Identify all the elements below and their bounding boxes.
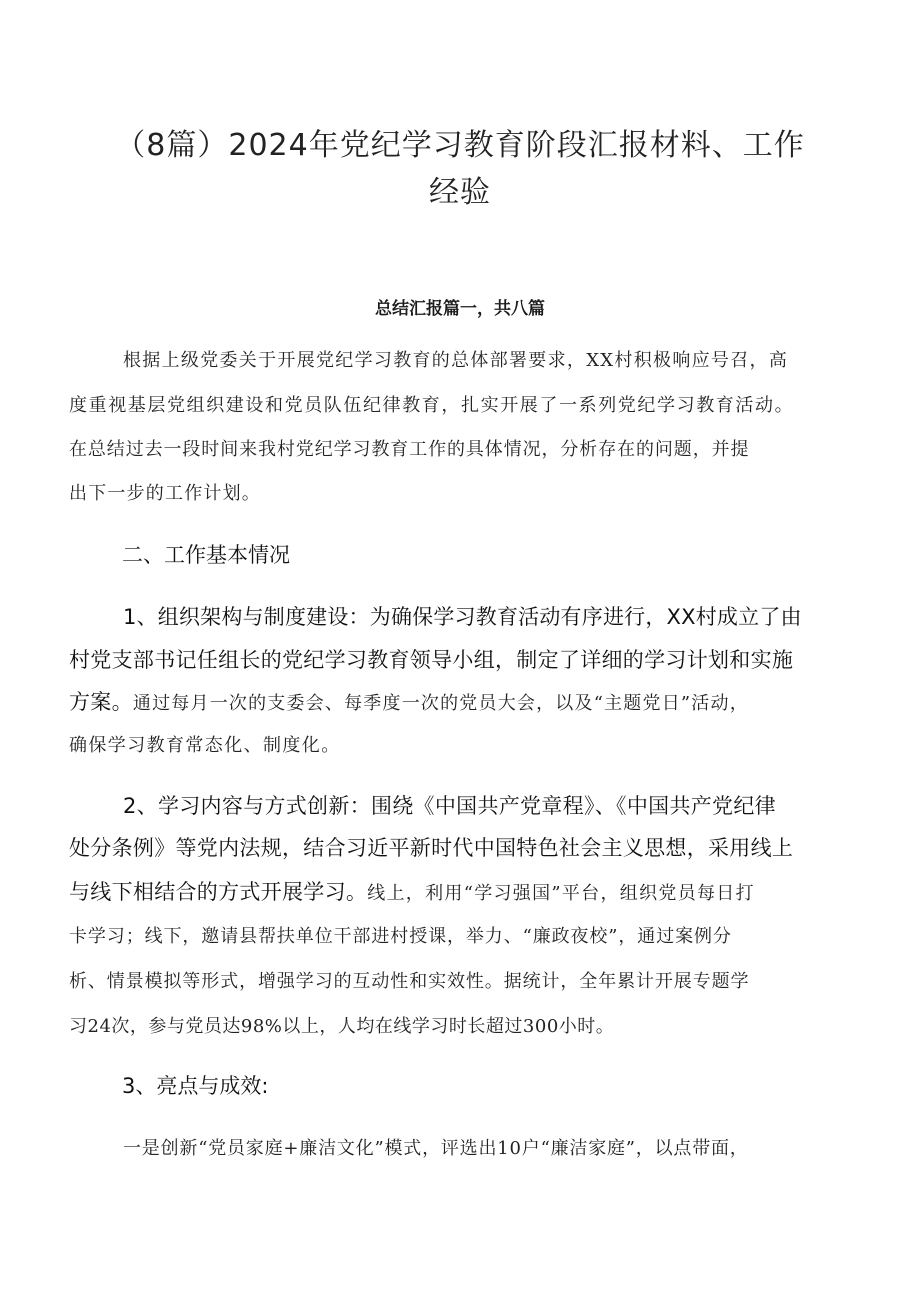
document-title-line2: 经验 <box>429 175 491 210</box>
item1-line3-bold: 方案。 <box>69 690 133 714</box>
item2-line: 习24次，参与党员达98%以上，人均在线学习时长超过300小时。 <box>69 1016 615 1037</box>
item3-paragraph-line: 一是创新“党员家庭+廉洁文化”模式，评选出10户“廉洁家庭”，以点带面， <box>123 1138 749 1159</box>
section-heading-basic-situation: 二、工作基本情况 <box>122 543 290 567</box>
section-heading-highlights: 3、亮点与成效: <box>122 1074 269 1098</box>
item2-line3-rest: 线上，利用“学习强国”平台，组织党员每日打 <box>367 883 755 904</box>
item2-line3-bold: 与线下相结合的方式开展学习。 <box>69 880 368 904</box>
item1-line: 确保学习教育常态化、制度化。 <box>69 735 341 756</box>
item2-line: 处分条例》等党内法规，结合习近平新时代中国特色社会主义思想，采用线上 <box>69 836 794 860</box>
item2-line: 2、学习内容与方式创新：围绕《中国共产党章程》、《中国共产党纪律 <box>123 794 776 818</box>
item2-line: 卡学习；线下，邀请县帮扶单位干部进村授课，举力、“廉政夜校”，通过案例分 <box>69 926 732 947</box>
item1-line: 村党支部书记任组长的党纪学习教育领导小组，制定了详细的学习计划和实施 <box>69 648 794 672</box>
item1-line3-rest: 通过每月一次的支委会、每季度一次的党员大会，以及“主题党日”活动， <box>132 693 749 714</box>
intro-line: 出下一步的工作计划。 <box>69 483 261 504</box>
intro-line: 在总结过去一段时间来我村党纪学习教育工作的具体情况，分析存在的问题，并提 <box>69 439 750 460</box>
item2-line: 析、情景模拟等形式，增强学习的互动性和实效性。据统计，全年累计开展专题学 <box>69 971 750 992</box>
item1-line: 1、组织架构与制度建设：为确保学习教育活动有序进行，XX村成立了由 <box>123 605 802 629</box>
document-subtitle: 总结汇报篇一，共八篇 <box>375 299 545 319</box>
item1-line <box>69 692 749 713</box>
intro-line: 度重视基层党组织建设和党员队伍纪律教育，扎实开展了一系列党纪学习教育活动。 <box>69 395 795 416</box>
document-title-line1: （8篇）2024年党纪学习教育阶段汇报材料、工作 <box>115 128 805 163</box>
intro-line: 根据上级党委关于开展党纪学习教育的总体部署要求，XX村积极响应号召，高 <box>123 350 789 371</box>
item2-line <box>69 882 755 903</box>
